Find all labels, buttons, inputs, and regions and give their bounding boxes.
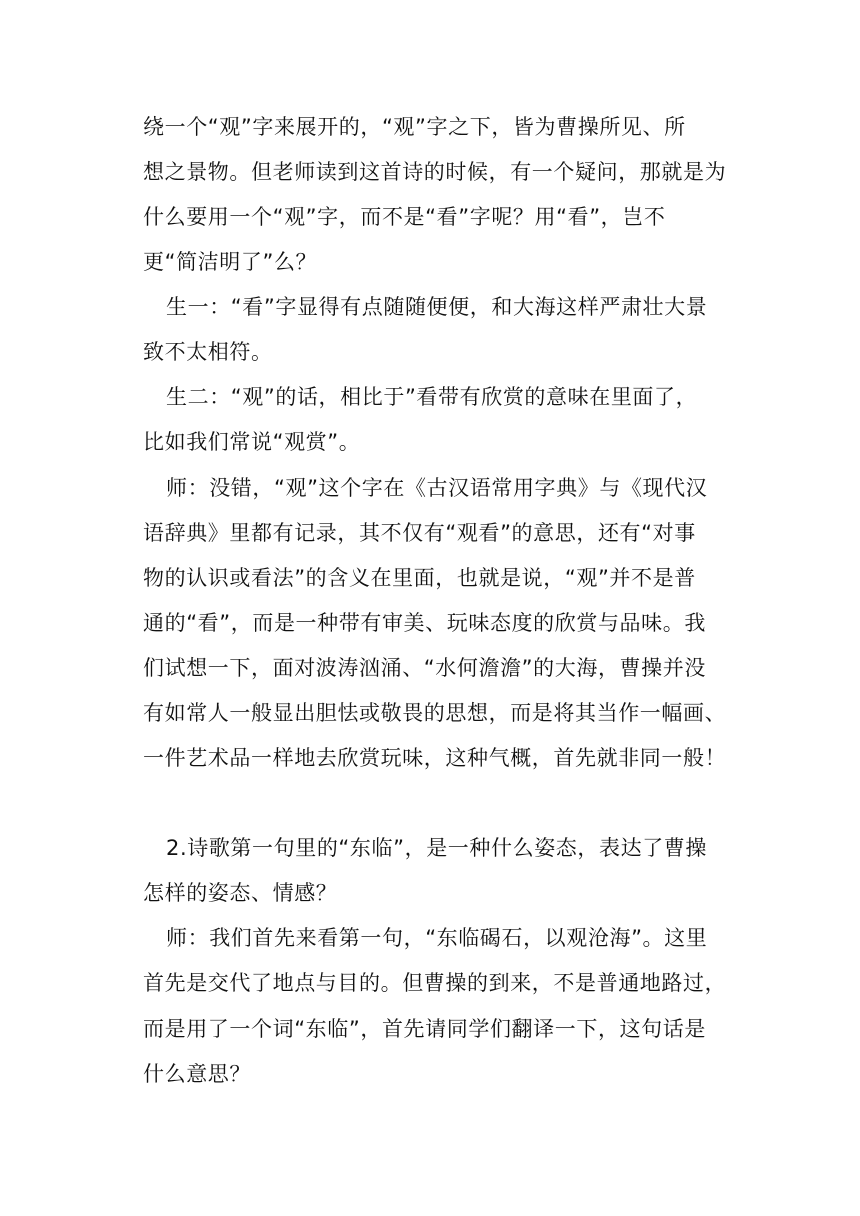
text-line: 2.诗歌第一句里的“东临”，是一种什么姿态，表达了曹操	[166, 836, 707, 860]
text-line: 绕一个“观”字来展开的，“观”字之下，皆为曹操所见、所	[143, 115, 686, 139]
text-line: 语辞典》里都有记录，其不仅有“观看”的意思，还有“对事	[143, 521, 696, 545]
text-line: 生一：“看”字显得有点随随便便，和大海这样严肃壮大景	[166, 295, 708, 319]
text-line: 更“简洁明了”么？	[143, 250, 318, 274]
text-line: 们试想一下，面对波涛汹涌、“水何澹澹”的大海，曹操并没	[143, 656, 706, 680]
text-line: 怎样的姿态、情感？	[143, 881, 338, 905]
text-line: 比如我们常说“观赏”。	[143, 430, 361, 454]
text-line: 想之景物。但老师读到这首诗的时候，有一个疑问，那就是为	[143, 160, 727, 184]
text-line: 致不太相符。	[143, 340, 273, 364]
text-line: 什么要用一个“观”字，而不是“看”字呢？用“看”，岂不	[143, 205, 666, 229]
text-line: 一件艺术品一样地去欣赏玩味，这种气概，首先就非同一般！	[143, 746, 727, 770]
text-line: 师：没错，“观”这个字在《古汉语常用字典》与《现代汉	[166, 476, 708, 500]
text-line: 有如常人一般显出胆怯或敬畏的思想，而是将其当作一幅画、	[143, 701, 727, 725]
text-line: 而是用了一个词“东临”，首先请同学们翻译一下，这句话是	[143, 1017, 706, 1041]
text-line: 什么意思？	[143, 1062, 251, 1086]
text-line: 首先是交代了地点与目的。但曹操的到来，不是普通地路过，	[143, 971, 727, 995]
text-line: 物的认识或看法”的含义在里面，也就是说，“观”并不是普	[143, 566, 696, 590]
text-line: 通的“看”，而是一种带有审美、玩味态度的欣赏与品味。我	[143, 611, 706, 635]
text-line: 生二：“观”的话，相比于”看带有欣赏的意味在里面了，	[166, 385, 698, 409]
text-line: 师：我们首先来看第一句，“东临碣石，以观沧海”。这里	[166, 926, 708, 950]
